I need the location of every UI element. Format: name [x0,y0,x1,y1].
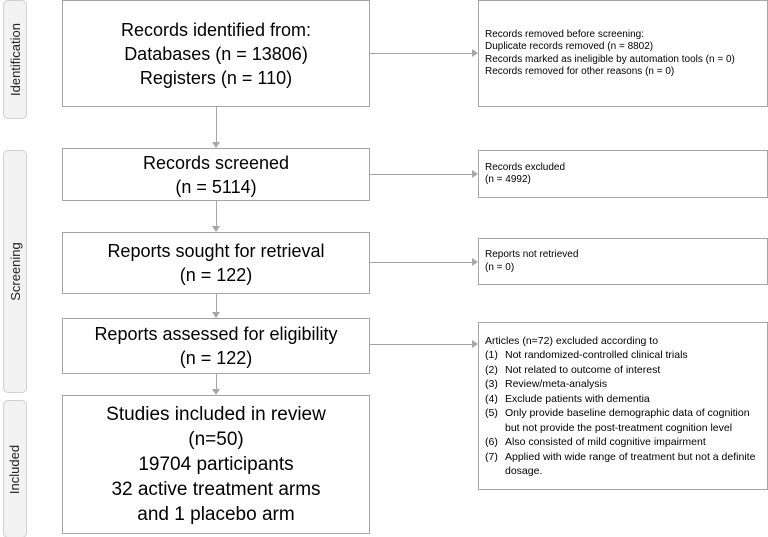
articles-excluded-box [478,322,768,490]
exclusion-item [485,450,761,479]
arrow-down-icon [212,142,220,148]
arrow-right-icon [472,340,478,348]
box-text: (n = 4992) [485,174,531,185]
arrow-right-icon [472,170,478,178]
item-text: Not related to outcome of interest [505,363,661,376]
phase-identification [3,0,27,119]
box-text: Reports assessed for eligibility [94,324,338,344]
box-text: Studies included in review [106,404,326,425]
exclusion-item [485,363,761,378]
reports-not-retrieved-box [478,238,768,285]
item-number: (5) [485,407,498,419]
item-text: Also consisted of mild cognitive impairment [505,436,706,448]
phase-screening [3,150,27,393]
arrow-line [370,344,472,345]
arrow-line [370,174,472,175]
box-text: 19704 participants [138,454,294,475]
item-text: Review/meta-analysis [505,378,608,390]
item-number: (6) [485,436,498,448]
box-text: Records removed for other reasons (n = 0) [485,66,675,77]
box-text: Registers (n = 110) [139,67,293,88]
arrow-down-icon [212,312,220,318]
arrow-line [216,201,217,226]
item-text: Only provide baseline demographic data of cognition but not provide the post-treatment cognition level [505,407,750,434]
item-number: (1) [485,349,498,361]
box-text: Duplicate records removed (n = 8802) [485,41,654,52]
box-text: and 1 placebo arm [137,504,295,525]
arrow-line [216,294,217,312]
arrow-line [370,262,472,263]
phase-label: Screening [7,242,23,301]
records-excluded-box [478,150,768,198]
arrow-down-icon [212,226,220,232]
box-text: 32 active treatment arms [111,479,321,500]
box-text: (n = 122) [179,265,253,285]
item-number: (3) [485,378,498,390]
arrow-line [370,53,472,54]
exclusion-item [485,392,761,407]
box-text: (n=50) [188,429,244,450]
arrow-right-icon [472,258,478,266]
exclusion-item [485,406,761,435]
box-text: Records marked as ineligible by automation tools (n = 0) [485,53,735,65]
box-text: (n = 122) [179,348,253,368]
box-text: Records screened [142,152,290,173]
item-number: (7) [485,450,498,463]
box-text: Reports sought for retrieval [107,241,325,261]
item-number: (2) [485,363,498,376]
phase-label: Included [7,444,23,494]
box-title: Articles (n=72) excluded according to [485,334,659,347]
arrow-down-icon [212,389,220,395]
box-text: (n = 0) [485,261,515,273]
exclusion-item [485,348,761,363]
exclusion-item [485,377,761,392]
arrow-line [216,374,217,389]
phase-label: Identification [7,23,23,96]
arrow-line [216,107,217,142]
box-text: (n = 5114) [175,176,257,197]
arrow-right-icon [472,49,478,57]
records-screened-box [62,148,370,201]
box-text: Records identified from: [120,19,312,40]
studies-included-box [62,395,370,534]
item-text: Applied with wide range of treatment but not a definite dosage. [505,450,756,477]
box-text: Records excluded [485,161,566,173]
phase-included [3,400,27,537]
box-text: Records removed before screening: [485,28,644,40]
reports-sought-box [62,232,370,294]
records-identified-box [62,0,370,107]
exclusion-item [485,435,761,450]
item-text: Not randomized-controlled clinical trials [505,349,688,361]
item-number: (4) [485,392,498,405]
item-text: Exclude patients with dementia [505,392,650,405]
box-text: Reports not retrieved [485,249,579,260]
box-text: Databases (n = 13806) [124,43,308,64]
records-removed-box [478,0,768,107]
reports-assessed-box [62,318,370,374]
